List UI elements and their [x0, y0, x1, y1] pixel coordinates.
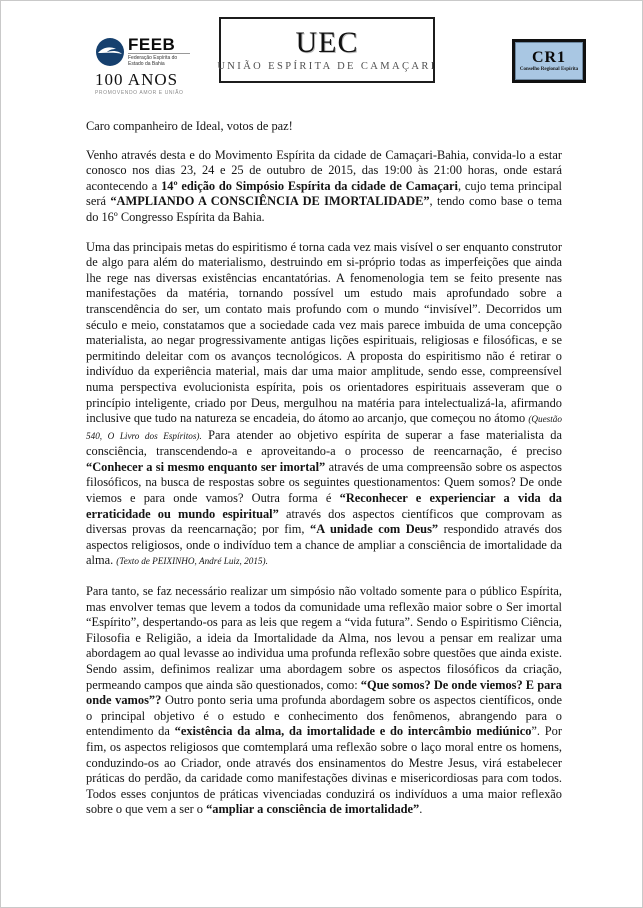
feeb-logo-top — [95, 37, 199, 67]
cr1-subtitle: Conselho Regional Espírita — [519, 67, 579, 72]
feeb-wordmark — [128, 37, 190, 67]
uec-full-name: UNIÃO ESPÍRITA DE CAMAÇARI — [217, 61, 437, 72]
letter-body — [1, 105, 642, 818]
salutation: Caro companheiro de Ideal, votos de paz! — [86, 119, 293, 133]
uec-acronym: UEC — [295, 26, 359, 59]
feeb-dove-icon — [95, 37, 125, 67]
cr1-badge — [512, 39, 586, 83]
feeb-org-name: Federação Espírita do Estado da Bahia — [128, 53, 190, 67]
paragraph-spiritism-goals: Uma das principais metas do espiritismo é torna cada vez mais visível o ser enquanto construtor de algo para além do materialismo, destruindo em si-próprio todas as imperfeições que ainda lhe rege nas diversas existências encantatórias. A fenomenologia tem se feito presente nas manifestações da matéria, tornando possível um estudo mais aprofundado sobre a transcendência do ser, um contato mais profundo com o mundo “invisível”. Decorridos um século e meio, constatamos que a sociedade cada vez mais parece imbuida de uma concepção materialista, ao negar progressivamente antigas lições espirituais, religiosas e filosóficas, e se permitindo deleitar com os avanços tecnológicos. A proposta do espiritismo não é retirar o indivíduo da experiência material, mais dar uma maior amplitude, sendo esse, compreensível numa perspectiva evolucionista espírita, pois os orientadores espirituais asseveram que o princípio inteligente, criado por Deus, mergulhou na matéria para intelectualizá-la, afirmando inclusive que tudo na natureza se encadeia, do átomo ao arcanjo, que começou no átomo (Questão 540, O Livro dos Espíritos). Para atender ao objetivo espírita de superar a fase materialista da consciência, transcendendo-a e aproveitando-a o processo de reencarnação, é preciso “Conhecer a si mesmo enquanto ser imortal” através de uma compreensão sobre os aspectos filosóficos, na busca de respostas sobre os seguintes questionamentos: Quem somos? De onde viemos e para onde vamos? Outra forma é “Reconhecer e experienciar a vida da erraticidade ou mundo espiritual” através dos aspectos científicos que comprovam as diversas provas da reencarnação; por fim, “A unidade com Deus” respondido através dos aspectos religiosos, onde o indivíduo tem a chance de ampliar a consciência de imortalidade da alma. (Texto de PEIXINHO, André Luiz, 2015). — [86, 239, 563, 568]
paragraph-invitation: Venho através desta e do Movimento Espírita da cidade de Camaçari-Bahia, convida-lo a estar conosco nos dias 23, 24 e 25 de outubro de 2015, das 19:00 às 21:00 horas, onde estará acontecendo a 14º edição do Simpósio Espírita da cidade de Camaçari, cujo tema principal será “AMPLIANDO A CONSCIÊNCIA DE IMORTALIDADE”, tendo como base o tema do 16º Congresso Espírita da Bahia. — [86, 147, 563, 224]
letterhead — [1, 1, 642, 105]
uec-logo-box — [219, 17, 435, 83]
feeb-motto: PROMOVENDO AMOR E UNIÃO — [95, 90, 184, 96]
paragraph-symposium-approach: Para tanto, se faz necessário realizar um simpósio não voltado somente para o público Espírita, mas envolver temas que levem a todos da comunidade uma reflexão maior sobre o Ser imortal “Espírito”, despertando-os para as leis que regem a “vida futura”. Sendo o Espiritismo Ciência, Filosofia e Religião, a ideia da Imortalidade da Alma, nos levou a pensar em realizar uma abordagem ao qual levasse ao individua uma profunda reflexão sobre questões que ainda existe. Sendo assim, definimos realizar uma abordagem sobre os aspectos filosóficos da criação, permeando campos que ainda são questionados, como: “Que somos? De onde viemos? E para onde vamos”? Outro ponto seria uma profunda abordagem sobre os aspectos científicos, onde o principal objetivo é o estudo e conhecimento dos fenômenos, abrangendo para o entendimento da “existência da alma, da imortalidade e do intercâmbio mediúnico”. Por fim, os aspectos religiosos que comtemplará uma reflexão sobre o laço moral entre os homens, conduzindo-os ao Criador, onde através dos ensinamentos do Mestre Jesus, virá estabelecer práticas do perdão, da caridade como manifestações divinas e misericordiosas para com todos. Todos esses conjuntos de práticas vivenciadas conduzirá os indivíduos a uma maior reflexão sobre o que vem a ser o “ampliar a consciência de imortalidade”. — [86, 584, 562, 817]
feeb-anniversary: 100 ANOS — [95, 70, 179, 89]
cr1-acronym: CR1 — [531, 49, 567, 66]
feeb-acronym: FEEB — [128, 35, 176, 54]
feeb-logo — [95, 37, 199, 96]
